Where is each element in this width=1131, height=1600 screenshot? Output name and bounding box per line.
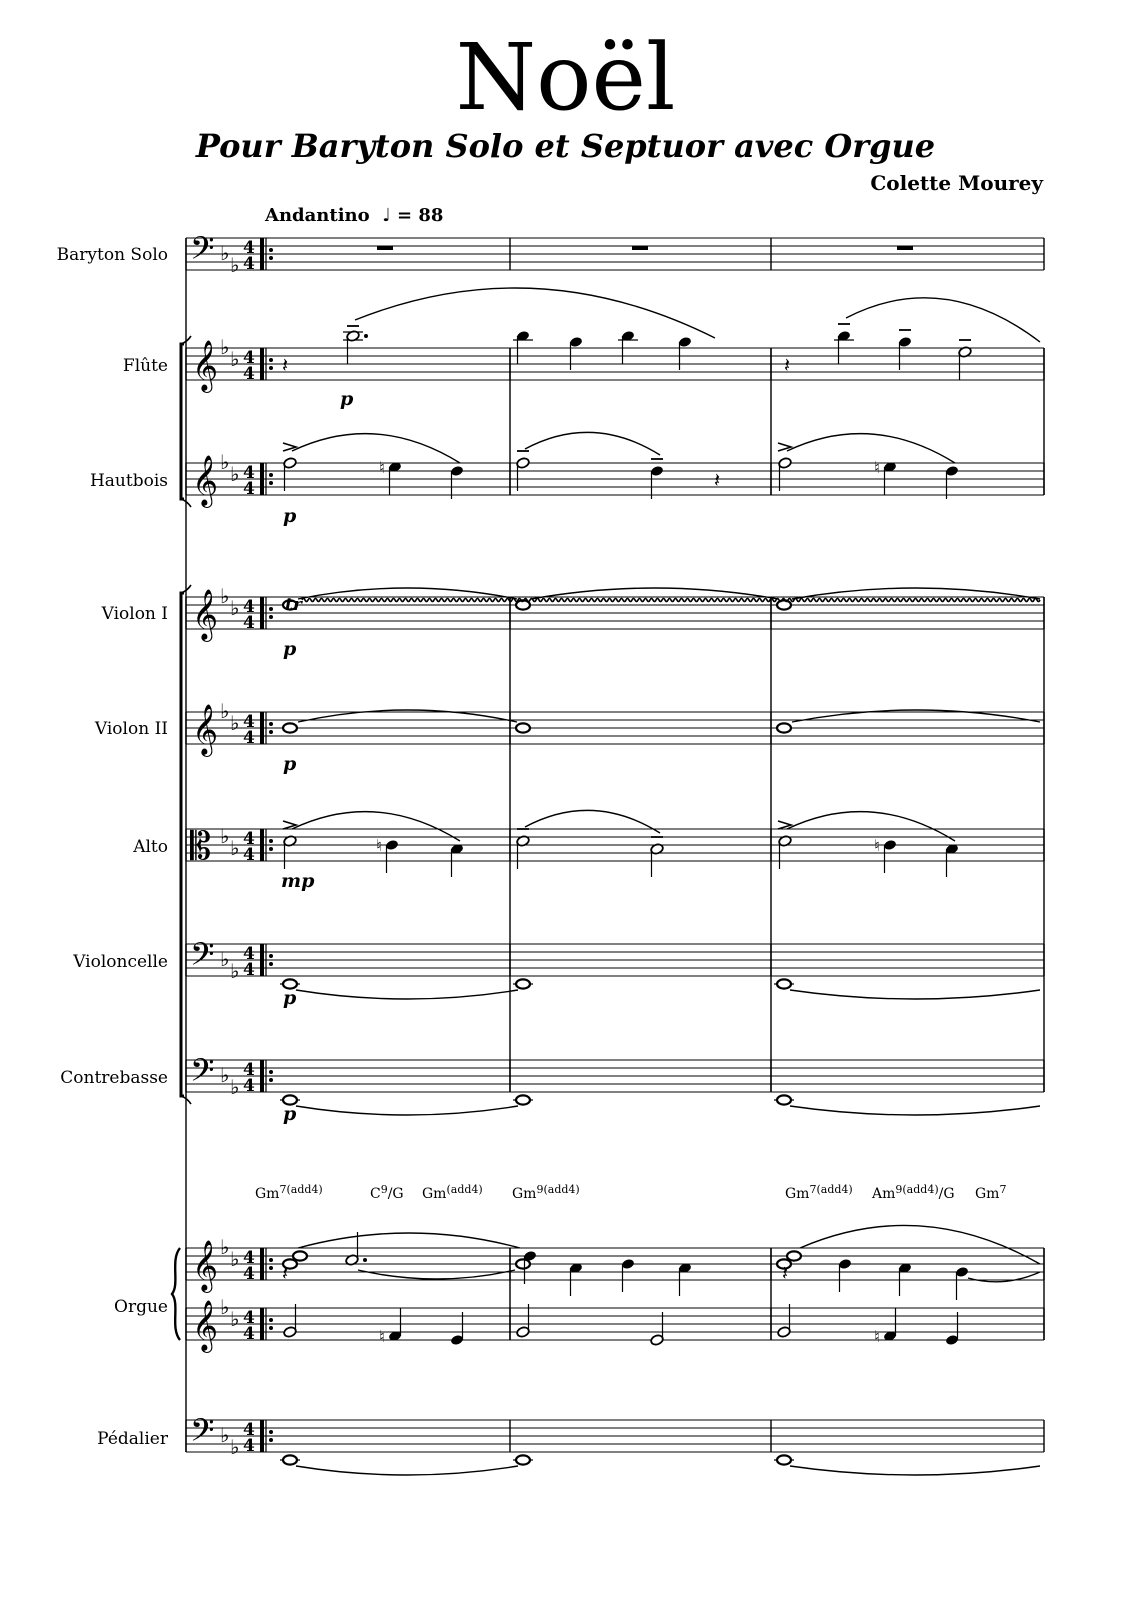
bass-clef-icon: 𝄢 <box>190 1052 215 1096</box>
time-signature-top: 4 <box>243 1060 255 1080</box>
repeat-dot <box>269 481 273 485</box>
slur <box>846 298 1040 342</box>
whole-notehead <box>516 1259 530 1268</box>
quarter-rest-icon: 𝄽 <box>782 1261 789 1285</box>
chord-symbol-3: $Gm^{(add4)}$ <box>422 1183 483 1202</box>
flat-icon: ♭ <box>220 1063 230 1087</box>
whole-rest <box>897 246 913 250</box>
instrument-label-violon1: Violon I <box>101 604 168 624</box>
flat-icon: ♭ <box>220 450 230 474</box>
flat-icon: ♭ <box>220 335 230 359</box>
whole-notehead <box>293 1251 307 1260</box>
treble-clef-icon: 𝄞 <box>192 1240 219 1291</box>
bass-clef-icon: 𝄢 <box>190 1412 215 1456</box>
flat-icon: ♭ <box>230 711 240 735</box>
treble-clef-icon: 𝄞 <box>192 589 219 640</box>
bass-clef-icon: 𝄢 <box>190 936 215 980</box>
flat-icon: ♭ <box>230 347 240 371</box>
chord-symbol-2: $C^9/G$ <box>370 1183 404 1202</box>
repeat-dot <box>269 722 273 726</box>
dot <box>364 334 368 338</box>
quarter-rest-icon: 𝄽 <box>282 353 289 377</box>
dynamic-violoncelle: p <box>283 987 297 1009</box>
treble-clef-icon: 𝄞 <box>192 455 219 506</box>
time-signature-top: 4 <box>243 1308 255 1328</box>
time-signature-bottom: 4 <box>243 728 255 748</box>
repeat-dot <box>269 256 273 260</box>
flat-icon: ♭ <box>230 836 240 860</box>
repeat-dot <box>269 1430 273 1434</box>
repeat-thick-barline <box>260 829 264 861</box>
repeat-dot <box>269 1070 273 1074</box>
natural-icon: ♮ <box>874 458 880 477</box>
time-signature-top: 4 <box>243 944 255 964</box>
flat-icon: ♭ <box>230 1435 240 1459</box>
repeat-dot <box>269 607 273 611</box>
time-signature-top: 4 <box>243 348 255 368</box>
time-signature-top: 4 <box>243 1420 255 1440</box>
chord-symbol-4: $Gm^{9(add4)}$ <box>512 1183 580 1202</box>
dynamic-flute: p <box>340 388 354 410</box>
slur <box>298 1233 520 1248</box>
time-signature-top: 4 <box>243 712 255 732</box>
composer-name: Colette Mourey <box>870 171 1043 195</box>
instrument-label-contrebasse: Contrebasse <box>60 1068 168 1088</box>
time-signature-bottom: 4 <box>243 1264 255 1284</box>
natural-icon: ♮ <box>379 458 385 477</box>
whole-rest <box>632 246 648 250</box>
whole-notehead <box>516 1455 530 1464</box>
quarter-rest-icon: 𝄽 <box>282 1261 289 1285</box>
time-signature-top: 4 <box>243 1248 255 1268</box>
instrument-label-flute: Flûte <box>122 356 168 376</box>
flat-icon: ♭ <box>230 596 240 620</box>
dot <box>363 1258 367 1262</box>
repeat-dot <box>269 248 273 252</box>
repeat-dot <box>269 962 273 966</box>
chord-symbol-1: $Gm^{7(add4)}$ <box>255 1183 323 1202</box>
flat-icon: ♭ <box>220 1295 230 1319</box>
flat-icon: ♭ <box>220 241 230 265</box>
chord-symbol-5: $Gm^{7(add4)}$ <box>785 1183 853 1202</box>
whole-notehead <box>283 1455 297 1464</box>
repeat-thick-barline <box>260 1060 264 1092</box>
flat-icon: ♭ <box>230 1247 240 1271</box>
tie <box>790 990 1040 999</box>
flat-icon: ♭ <box>220 1235 230 1259</box>
organ-brace <box>172 1248 180 1340</box>
slur <box>355 288 715 338</box>
flat-icon: ♭ <box>230 253 240 277</box>
natural-icon: ♮ <box>376 836 382 855</box>
flat-icon: ♭ <box>220 699 230 723</box>
quarter-rest-icon: 𝄽 <box>714 468 721 492</box>
time-signature-top: 4 <box>243 829 255 849</box>
natural-icon: ♮ <box>379 1327 385 1346</box>
instrument-label-pedalier: Pédalier <box>97 1429 168 1449</box>
trill-mark: tr <box>285 595 302 615</box>
repeat-dot <box>269 473 273 477</box>
repeat-thick-barline <box>260 944 264 976</box>
flat-icon: ♭ <box>220 824 230 848</box>
repeat-dot <box>269 1266 273 1270</box>
time-signature-bottom: 4 <box>243 364 255 384</box>
repeat-dot <box>269 730 273 734</box>
repeat-dot <box>269 954 273 958</box>
whole-notehead <box>787 1251 801 1260</box>
natural-icon: ♮ <box>874 1327 880 1346</box>
time-signature-bottom: 4 <box>243 479 255 499</box>
repeat-dot <box>269 1258 273 1262</box>
repeat-dot <box>269 839 273 843</box>
score-title: Noël <box>455 24 676 131</box>
chord-symbol-6: $Am^{9(add4)}/G$ <box>872 1183 955 1202</box>
repeat-dot <box>269 358 273 362</box>
repeat-thick-barline <box>260 712 264 744</box>
time-signature-bottom: 4 <box>243 254 255 274</box>
flat-icon: ♭ <box>230 1075 240 1099</box>
natural-icon: ♮ <box>874 836 880 855</box>
dynamic-hautbois: p <box>283 505 297 527</box>
instrument-label-baryton: Baryton Solo <box>56 245 168 265</box>
repeat-dot <box>269 1078 273 1082</box>
flat-icon: ♭ <box>230 1307 240 1331</box>
dynamic-violon1: p <box>283 638 297 660</box>
flat-icon: ♭ <box>220 947 230 971</box>
repeat-dot <box>269 615 273 619</box>
whole-notehead <box>283 723 297 732</box>
tempo-text: Andantino <box>265 205 370 226</box>
instrument-label-orgue: Orgue <box>114 1297 168 1317</box>
instrument-label-alto: Alto <box>133 837 168 857</box>
instrument-label-violon2: Violon II <box>94 719 168 739</box>
repeat-thick-barline <box>260 597 264 629</box>
time-signature-bottom: 4 <box>243 613 255 633</box>
whole-notehead <box>777 723 791 732</box>
repeat-dot <box>269 366 273 370</box>
slur <box>800 1225 1040 1264</box>
dynamic-contrebasse: p <box>283 1103 297 1125</box>
score-subtitle: Pour Baryton Solo et Septuor avec Orgue <box>195 127 936 165</box>
time-signature-top: 4 <box>243 597 255 617</box>
whole-rest <box>377 246 393 250</box>
time-signature-top: 4 <box>243 238 255 258</box>
slur <box>525 810 660 833</box>
slur <box>525 432 660 455</box>
repeat-thick-barline <box>260 1308 264 1340</box>
flat-icon: ♭ <box>220 584 230 608</box>
winds-bracket <box>181 344 184 499</box>
repeat-thick-barline <box>260 1420 264 1452</box>
repeat-dot <box>269 1438 273 1442</box>
tie <box>296 1106 518 1115</box>
time-signature-bottom: 4 <box>243 1076 255 1096</box>
trill-extension-line <box>302 599 1040 602</box>
repeat-thick-barline <box>260 463 264 495</box>
tie <box>296 1466 518 1475</box>
repeat-thick-barline <box>260 1248 264 1280</box>
time-signature-bottom: 4 <box>243 1324 255 1344</box>
whole-notehead <box>516 979 530 988</box>
tie <box>790 1466 1040 1475</box>
whole-notehead <box>516 1095 530 1104</box>
slur <box>787 434 955 463</box>
bass-clef-icon: 𝄢 <box>190 230 215 274</box>
strings-bracket <box>181 593 184 1096</box>
repeat-thick-barline <box>260 238 264 270</box>
repeat-dot <box>269 1318 273 1322</box>
flat-icon: ♭ <box>230 462 240 486</box>
tie <box>358 1270 515 1279</box>
tempo-bpm: = 88 <box>396 205 444 226</box>
whole-notehead <box>777 1455 791 1464</box>
treble-clef-icon: 𝄞 <box>192 704 219 755</box>
time-signature-bottom: 4 <box>243 845 255 865</box>
treble-clef-icon: 𝄞 <box>192 1300 219 1351</box>
flat-icon: ♭ <box>230 959 240 983</box>
flat-icon: ♭ <box>220 1423 230 1447</box>
tie <box>790 1106 1040 1115</box>
repeat-dot <box>269 847 273 851</box>
dynamic-violon2: p <box>283 753 297 775</box>
repeat-thick-barline <box>260 348 264 380</box>
dynamic-alto: mp <box>281 870 315 892</box>
chord-symbol-7: Gm$^7$ <box>975 1183 1007 1202</box>
treble-clef-icon: 𝄞 <box>192 340 219 391</box>
time-signature-top: 4 <box>243 463 255 483</box>
time-signature-bottom: 4 <box>243 960 255 980</box>
whole-notehead <box>777 1095 791 1104</box>
tie <box>296 990 518 999</box>
whole-notehead <box>777 600 791 609</box>
instrument-label-hautbois: Hautbois <box>89 471 168 491</box>
repeat-dot <box>269 1326 273 1330</box>
alto-clef-icon: 𝄡 <box>190 824 212 868</box>
quarter-note-icon: ♩ <box>382 205 391 226</box>
quarter-rest-icon: 𝄽 <box>784 353 791 377</box>
time-signature-bottom: 4 <box>243 1436 255 1456</box>
instrument-label-violoncelle: Violoncelle <box>73 952 168 972</box>
slur <box>292 434 460 463</box>
whole-notehead <box>516 723 530 732</box>
whole-notehead <box>777 979 791 988</box>
